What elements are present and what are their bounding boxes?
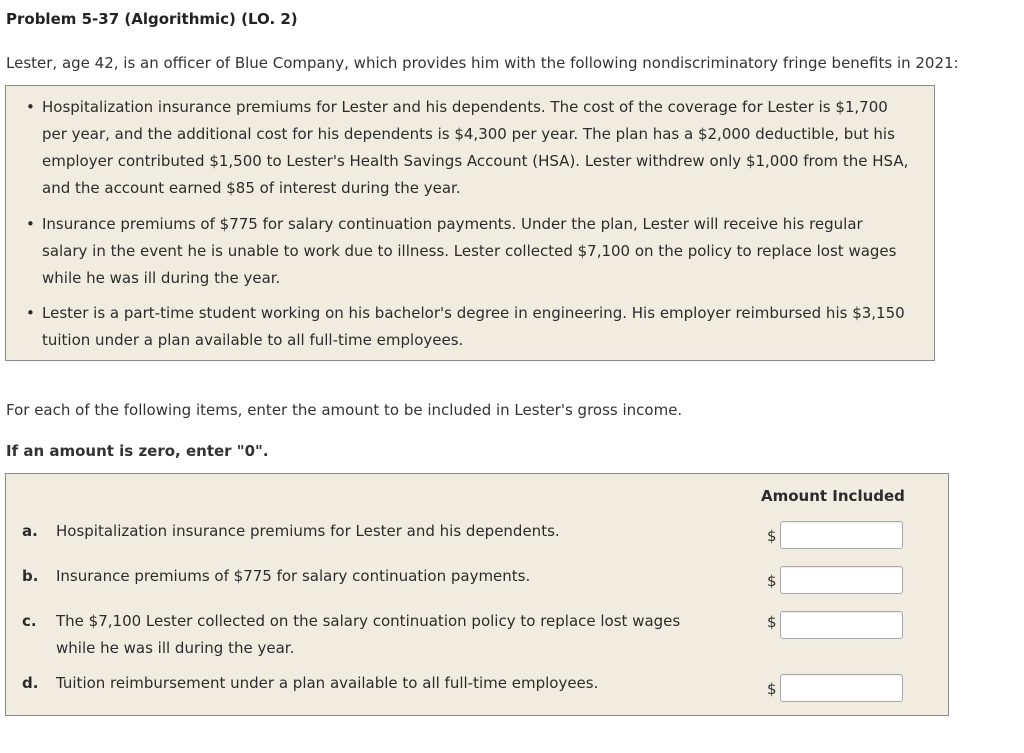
problem-title: Problem 5-37 (Algorithmic) (LO. 2)	[6, 10, 298, 28]
instructions-text: For each of the following items, enter the amount to be included in Lester's gross income.	[6, 401, 683, 419]
zero-note: If an amount is zero, enter "0".	[6, 442, 269, 460]
amount-input-d[interactable]	[780, 674, 903, 702]
question-letter: c.	[22, 612, 37, 630]
question-text: The $7,100 Lester collected on the salary continuation policy to replace lost wages while he was ill during the year.	[56, 612, 681, 657]
amount-input-c[interactable]	[780, 611, 903, 639]
question-letter: a.	[22, 522, 38, 540]
answer-table	[5, 473, 949, 716]
amount-input-a[interactable]	[780, 521, 903, 549]
question-text: Hospitalization insurance premiums for Lester and his dependents.	[56, 522, 560, 540]
question-letter: d.	[22, 674, 39, 692]
dollar-sign: $	[767, 680, 777, 698]
question-text: Tuition reimbursement under a plan available to all full-time employees.	[56, 674, 599, 692]
fact-text: Hospitalization insurance premiums for Lester and his dependents. The cost of the coverage for Lester is $1,700 per year, and the additional cost for his dependents is $4,300 per year. The plan has a $2,000 deductible, but his employer contributed $1,500 to Lester's Health Savings Account (HSA). Lester withdrew only $1,000 from the HSA, and the account earned $85 of interest during the year.	[42, 98, 909, 197]
bullet-icon: •	[26, 98, 35, 116]
fringe-benefits-box	[5, 85, 935, 361]
question-text: Insurance premiums of $775 for salary continuation payments.	[56, 567, 531, 585]
dollar-sign: $	[767, 527, 777, 545]
problem-intro: Lester, age 42, is an officer of Blue Company, which provides him with the following nondiscriminatory fringe benefits in 2021:	[6, 54, 959, 72]
question-letter: b.	[22, 567, 39, 585]
amount-input-b[interactable]	[780, 566, 903, 594]
fact-text: Lester is a part-time student working on his bachelor's degree in engineering. His employer reimbursed his $3,150 tuition under a plan available to all full-time employees.	[42, 304, 905, 349]
fact-text: Insurance premiums of $775 for salary continuation payments. Under the plan, Lester will receive his regular salary in the event he is unable to work due to illness. Lester collected $7,100 on the policy to replace lost wages while he was ill during the year.	[42, 215, 897, 287]
bullet-icon: •	[26, 304, 35, 322]
dollar-sign: $	[767, 613, 777, 631]
bullet-icon: •	[26, 215, 35, 233]
dollar-sign: $	[767, 572, 777, 590]
amount-included-header: Amount Included	[761, 487, 905, 505]
